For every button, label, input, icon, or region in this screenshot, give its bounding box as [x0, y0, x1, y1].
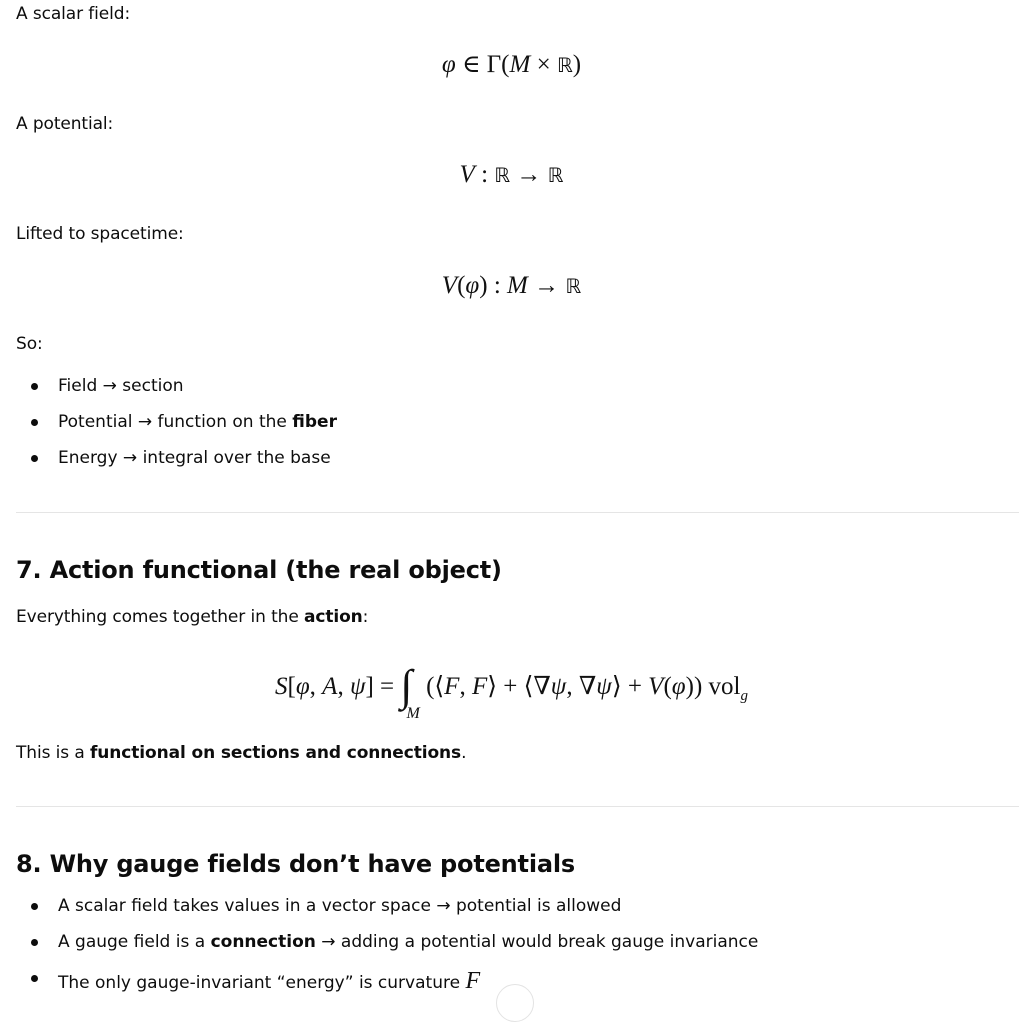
conclusion-text: This is a [16, 743, 90, 763]
action-intro-text: Everything comes together in the [16, 607, 304, 627]
list-item-text: A scalar field takes values in a vector space → potential is allowed [58, 896, 622, 916]
formula-volume: vol$_g$ [708, 673, 748, 704]
bullet-icon [31, 975, 38, 982]
list-item-text: A gauge field is a [58, 932, 211, 952]
conclusion-suffix: . [461, 743, 467, 763]
list-item-bold: connection [210, 932, 316, 952]
list-item-text: Energy → integral over the base [58, 448, 331, 468]
formula-potential: V : ℝ → ℝ [459, 161, 564, 188]
list-item-text: Field → section [58, 376, 184, 396]
gauge-reasons-list [16, 894, 758, 1002]
action-intro-suffix: : [362, 607, 369, 627]
integral-sign: ∫ [400, 661, 413, 710]
conclusion-bold: functional on sections and connections [89, 743, 462, 763]
list-item [16, 930, 758, 966]
section-heading-7: 7. Action functional (the real object) [16, 556, 502, 584]
scalar-summary-list [16, 374, 337, 482]
bullet-icon [31, 419, 38, 426]
list-item-suffix: → adding a potential would break gauge invariance [315, 932, 759, 952]
action-intro-bold: action [303, 607, 363, 627]
formula-integrand: (⟨F, F⟩ + ⟨∇ψ, ∇ψ⟩ + V(φ)) [426, 673, 703, 700]
bullet-icon [31, 903, 38, 910]
list-item-text: The only gauge-invariant “energy” is curvature [58, 973, 466, 993]
potential-label: A potential: [16, 114, 114, 134]
list-item-text: Potential → function on the [58, 412, 293, 432]
integral-domain: M [406, 705, 420, 722]
lifted-label: Lifted to spacetime: [16, 224, 184, 244]
formula-lifted: V(φ) : M → ℝ [441, 272, 582, 299]
list-item-math: F [465, 968, 481, 994]
bullet-icon [31, 939, 38, 946]
list-item [16, 374, 337, 410]
action-intro [16, 605, 368, 629]
so-label: So: [16, 334, 43, 354]
list-item [16, 446, 337, 482]
section-divider [16, 512, 1019, 513]
section-divider [16, 806, 1019, 807]
list-item [16, 894, 758, 930]
list-item-bold: fiber [292, 412, 337, 432]
action-conclusion [16, 741, 466, 765]
formula-scalar-field: φ ∈ Γ(M × ℝ) [441, 51, 582, 78]
scroll-down-button[interactable] [496, 984, 534, 1022]
formula-lhs: S[φ, A, ψ] = [275, 673, 401, 700]
list-item [16, 966, 758, 1002]
bullet-icon [31, 383, 38, 390]
list-item [16, 410, 337, 446]
bullet-icon [31, 455, 38, 462]
section-heading-8: 8. Why gauge fields don’t have potentials [16, 850, 575, 878]
scalar-field-label: A scalar field: [16, 4, 131, 24]
formula-action [0, 660, 1023, 722]
